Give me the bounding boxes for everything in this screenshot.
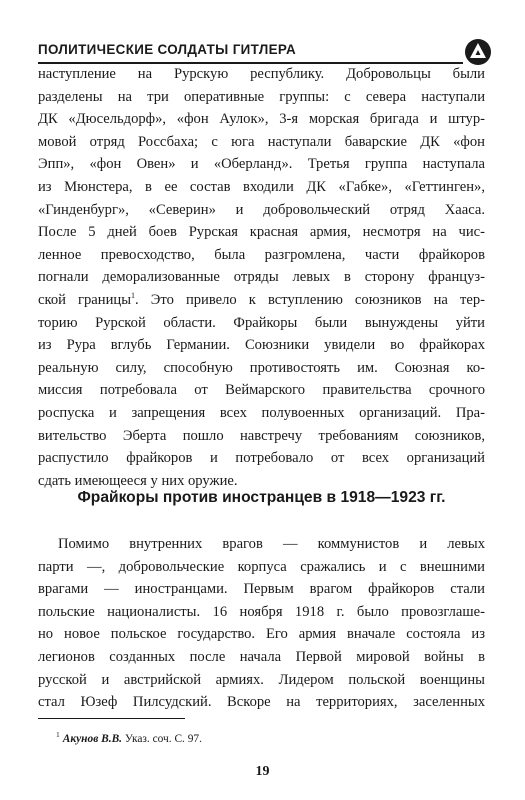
text-line: врагами — иностранцами. Первым врагом фрайкоров стали [38, 581, 485, 598]
page-number: 19 [255, 764, 270, 779]
text-line: разделены на три оперативные группы: с севера наступали [38, 88, 485, 105]
text-line: мовой отряд Россбаха; с юга наступали баварские ДК «фон [38, 133, 485, 150]
text-line-with-footnote [38, 289, 485, 312]
circular-emblem-icon [464, 38, 492, 66]
text-line: ленное превосходство, была разгромлена, части фрайкоров [38, 246, 485, 263]
text-line: русской и австрийской армиях. Лидером польской военщины [38, 671, 485, 688]
text-line: распустило фрайкоров и потребовало от всех организаций [38, 450, 485, 467]
footnote-text: Указ. соч. С. 97. [124, 732, 202, 745]
text-line: погнали деморализованные отряды левых в сторону француз- [38, 269, 485, 286]
text-line: торию Рурской области. Фрайкоры были вынуждены уйти [38, 314, 485, 331]
text-line: сдать имеющееся у них оружие. [38, 472, 238, 489]
text-line: реальную силу, способную противостоять им. Союзная ко- [38, 359, 485, 376]
text-line: из Рура вглубь Германии. Союзники увидели во фрайкорах [38, 337, 485, 354]
text-line: из Мюнстера, в ее состав входили ДК «Габке», «Геттинген», [38, 178, 485, 195]
text-line: легионов созданных после начала Первой мировой войны в [38, 648, 485, 665]
text-line: ДК «Дюсельдорф», «фон Аулок», 3-я морская бригада и штур- [38, 111, 485, 128]
text-line: Помимо внутренних врагов — коммунистов и левых [58, 536, 485, 552]
footnote-divider [38, 718, 185, 719]
text-line: «Гинденбург», «Северин» и добровольческий отряд Хааса. [38, 201, 485, 218]
paragraph-continuation [38, 63, 485, 492]
text-fragment: . Это привело к вступлению союзников на тер- [135, 291, 485, 308]
text-line: парти —, добровольческие корпуса сражались и с внешними [38, 558, 485, 575]
text-line: Эпп», «фон Овен» и «Оберланд». Третья группа наступала [38, 156, 485, 173]
text-fragment: ской границы [38, 291, 132, 308]
text-line: стал Юзеф Пилсудский. Вскоре на территориях, заселенных [38, 694, 485, 711]
text-line: вительство Эберта пошло навстречу требованиям союзников, [38, 427, 485, 444]
footnote-mark: 1 [56, 730, 60, 739]
text-line: После 5 дней боев Рурская красная армия, несмотря на чис- [38, 224, 485, 241]
text-line: польские националисты. 16 ноября 1918 г. было провозглаше- [38, 603, 485, 620]
section-heading: Фрайкоры против иностранцев в 1918—1923 гг. [77, 489, 446, 506]
text-line: но новое польское государство. Его армия вначале состояла из [38, 626, 485, 643]
text-line: роспуска и запрещения всех полувоенных организаций. Пра- [38, 404, 485, 421]
text-line: наступление на Рурскую республику. Добровольцы были [38, 66, 485, 82]
running-header-title: ПОЛИТИЧЕСКИЕ СОЛДАТЫ ГИТЛЕРА [38, 42, 296, 57]
paragraph [38, 533, 485, 714]
footnote-reference[interactable]: 1 [131, 291, 136, 301]
text-line: миссия потребовала от Веймарского правительства срочного [38, 382, 485, 399]
footnote [56, 730, 202, 745]
footnote-author: Акунов В.В. [62, 732, 123, 745]
